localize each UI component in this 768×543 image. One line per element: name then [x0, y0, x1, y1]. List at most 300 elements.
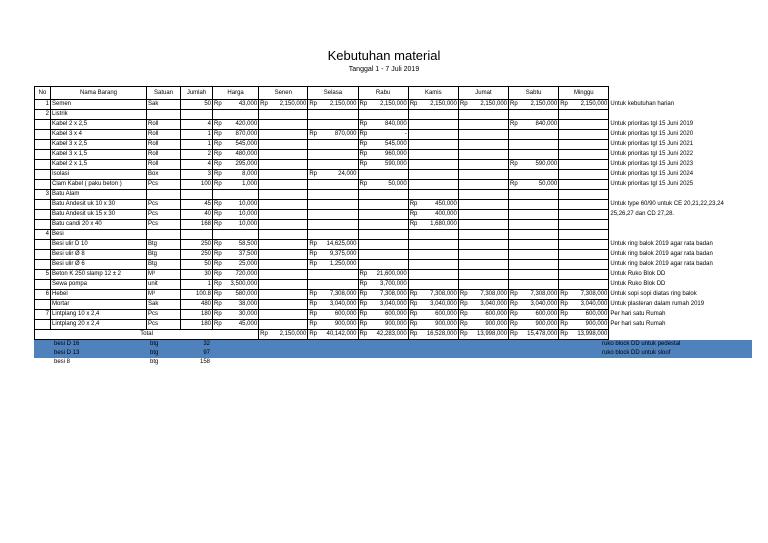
- row-selasa-rp: Rp: [308, 320, 318, 330]
- row-selasa-rp: [308, 120, 318, 130]
- row-harga: 295,000: [223, 160, 259, 170]
- row-kamis: 2,150,000: [418, 100, 458, 110]
- table-row: [35, 280, 759, 290]
- row-kamis: [418, 160, 458, 170]
- row-rabu: 2,150,000: [368, 100, 408, 110]
- row-sabtu: [519, 190, 559, 200]
- row-selasa-rp: [308, 270, 318, 280]
- row-kamis-rp: Rp: [408, 290, 418, 300]
- row-minggu: [569, 280, 609, 290]
- row-harga-rp: [213, 190, 223, 200]
- row-minggu: 900,000: [569, 320, 609, 330]
- row-jumlah: 4: [181, 120, 213, 130]
- row-senen-rp: [259, 130, 269, 140]
- row-satuan: M³: [147, 290, 181, 300]
- rp-label: Rp: [358, 330, 368, 340]
- row-senen: [269, 120, 308, 130]
- row-harga-rp: Rp: [213, 270, 223, 280]
- row-selasa: 600,000: [318, 310, 358, 320]
- row-sabtu: [519, 240, 559, 250]
- row-minggu-rp: [559, 160, 569, 170]
- row-senen-rp: [259, 190, 269, 200]
- row-selasa: [318, 230, 358, 240]
- row-minggu: [569, 160, 609, 170]
- row-senen: [269, 200, 308, 210]
- row-jumlah: 180: [181, 320, 213, 330]
- row-kamis-rp: [408, 130, 418, 140]
- row-no: [35, 150, 51, 160]
- row-note: Untuk kebutuhan harian: [610, 101, 675, 107]
- row-sabtu-rp: Rp: [509, 160, 519, 170]
- row-jumlah: 50: [181, 100, 213, 110]
- table-row: [35, 270, 759, 280]
- row-senen: [269, 320, 308, 330]
- row-harga-rp: Rp: [213, 120, 223, 130]
- row-sabtu-rp: [509, 150, 519, 160]
- row-selasa: [318, 140, 358, 150]
- row-senen-rp: [259, 120, 269, 130]
- row-rabu-rp: [358, 200, 368, 210]
- row-no: [35, 220, 51, 230]
- sheet-subtitle: Tanggal 1 - 7 Juli 2019: [348, 66, 420, 73]
- row-nama-barang: Besi: [51, 230, 147, 240]
- row-jumlah: [181, 230, 213, 240]
- row-jumlah: 1: [181, 130, 213, 140]
- row-harga: [223, 230, 259, 240]
- row-sabtu: 2,150,000: [519, 100, 559, 110]
- row-jumat: [469, 130, 509, 140]
- row-note: Untuk sopi sopi diatas ring balok: [610, 291, 697, 297]
- row-nama-barang: Hebel: [51, 290, 147, 300]
- row-note: Untuk prioritas tgl 15 Juni 2019: [610, 121, 694, 127]
- row-sabtu: [519, 280, 559, 290]
- row-jumlah: 50: [181, 260, 213, 270]
- row-sabtu-rp: [509, 260, 519, 270]
- row-kamis: 900,000: [418, 320, 458, 330]
- total-selasa: 40,142,000: [318, 330, 358, 340]
- row-rabu-rp: Rp: [358, 270, 368, 280]
- row-rabu-rp: [358, 260, 368, 270]
- row-kamis-rp: Rp: [408, 100, 418, 110]
- row-satuan: Btg: [147, 240, 181, 250]
- row-selasa: [318, 150, 358, 160]
- summary-note: ruko block DD untuk pedestal: [602, 341, 681, 347]
- row-satuan: unit: [147, 280, 181, 290]
- total-senen: 2,150,000: [269, 330, 308, 340]
- row-sabtu-rp: [509, 220, 519, 230]
- row-minggu-rp: [559, 180, 569, 190]
- header-kamis: Kamis: [408, 87, 458, 100]
- row-harga: 58,500: [223, 240, 259, 250]
- row-jumat-rp: [458, 210, 468, 220]
- row-nama-barang: Sewa pompa: [51, 280, 147, 290]
- row-selasa: [318, 280, 358, 290]
- summary-jumlah: 97: [203, 350, 210, 356]
- row-jumat-rp: [458, 170, 468, 180]
- row-senen-rp: [259, 240, 269, 250]
- row-jumlah: 100: [181, 180, 213, 190]
- table-body: [35, 100, 759, 330]
- row-selasa: [318, 270, 358, 280]
- row-jumat-rp: [458, 220, 468, 230]
- row-satuan: Pcs: [147, 320, 181, 330]
- row-minggu-rp: [559, 250, 569, 260]
- row-jumat: 600,000: [469, 310, 509, 320]
- rp-label: Rp: [408, 330, 418, 340]
- row-sabtu-rp: [509, 190, 519, 200]
- row-senen: [269, 170, 308, 180]
- row-kamis: 450,000: [418, 200, 458, 210]
- row-jumlah: 30: [181, 270, 213, 280]
- row-senen: [269, 190, 308, 200]
- row-jumlah: 100.8: [181, 290, 213, 300]
- row-jumat: 2,150,000: [469, 100, 509, 110]
- row-kamis: [418, 230, 458, 240]
- summary-satuan: btg: [150, 341, 159, 347]
- row-jumlah: 2: [181, 150, 213, 160]
- row-nama-barang: Semen: [51, 100, 147, 110]
- row-harga-rp: Rp: [213, 240, 223, 250]
- row-sabtu: [519, 150, 559, 160]
- row-rabu: [368, 110, 408, 120]
- row-minggu: [569, 150, 609, 160]
- row-minggu: 2,150,000: [569, 100, 609, 110]
- row-kamis-rp: [408, 120, 418, 130]
- row-senen: [269, 290, 308, 300]
- row-rabu-rp: [358, 240, 368, 250]
- summary-row: [34, 358, 752, 367]
- row-note: [609, 190, 759, 200]
- row-selasa: [318, 220, 358, 230]
- row-harga: 10,000: [223, 210, 259, 220]
- row-note: [609, 110, 759, 120]
- row-senen: [269, 280, 308, 290]
- row-minggu: [569, 120, 609, 130]
- row-sabtu: [519, 200, 559, 210]
- row-jumlah: 40: [181, 210, 213, 220]
- total-minggu: 13,998,000: [569, 330, 609, 340]
- row-no: [35, 300, 51, 310]
- row-sabtu-rp: Rp: [509, 290, 519, 300]
- header-sabtu: Sabtu: [509, 87, 559, 100]
- row-no: [35, 320, 51, 330]
- header-row: [35, 87, 759, 100]
- row-selasa: [318, 160, 358, 170]
- row-kamis-rp: [408, 260, 418, 270]
- table-row: [35, 290, 759, 300]
- row-sabtu: [519, 230, 559, 240]
- row-harga-rp: Rp: [213, 280, 223, 290]
- row-harga: 25,000: [223, 260, 259, 270]
- row-kamis: [418, 260, 458, 270]
- row-jumlah: 3: [181, 170, 213, 180]
- row-senen-rp: [259, 270, 269, 280]
- row-harga-rp: Rp: [213, 140, 223, 150]
- row-harga: 38,000: [223, 300, 259, 310]
- rp-label: Rp: [259, 330, 269, 340]
- row-sabtu: 600,000: [519, 310, 559, 320]
- row-sabtu-rp: Rp: [509, 320, 519, 330]
- row-rabu: [368, 210, 408, 220]
- row-minggu-rp: [559, 200, 569, 210]
- row-sabtu-rp: Rp: [509, 310, 519, 320]
- total-sabtu: 15,478,000: [519, 330, 559, 340]
- row-minggu-rp: [559, 140, 569, 150]
- row-sabtu: 900,000: [519, 320, 559, 330]
- row-jumlah: 45: [181, 200, 213, 210]
- row-nama-barang: Besi ulir D 10: [51, 240, 147, 250]
- row-kamis-rp: [408, 230, 418, 240]
- row-jumat: [469, 190, 509, 200]
- total-kamis: 16,528,000: [418, 330, 458, 340]
- row-jumat: [469, 240, 509, 250]
- row-jumat: [469, 280, 509, 290]
- row-note: Untuk ring balok 2019 agar rata badan: [610, 251, 713, 257]
- row-selasa-rp: [308, 220, 318, 230]
- row-selasa-rp: [308, 190, 318, 200]
- row-selasa-rp: [308, 210, 318, 220]
- row-nama-barang: Kabel 2 x 1,5: [51, 160, 147, 170]
- row-note: Untuk Ruko Blok DD: [610, 281, 666, 287]
- row-selasa-rp: [308, 200, 318, 210]
- row-kamis-rp: [408, 110, 418, 120]
- row-selasa-rp: Rp: [308, 260, 318, 270]
- row-note: Untuk prioritas tgl 15 Juni 2025: [610, 181, 694, 187]
- row-kamis: [418, 190, 458, 200]
- row-nama-barang: Listrik: [51, 110, 147, 120]
- row-sabtu-rp: [509, 170, 519, 180]
- row-kamis: [418, 240, 458, 250]
- row-jumat: [469, 270, 509, 280]
- row-kamis-rp: Rp: [408, 300, 418, 310]
- row-minggu-rp: Rp: [559, 310, 569, 320]
- row-selasa-rp: Rp: [308, 130, 318, 140]
- row-rabu: [368, 190, 408, 200]
- row-no: [35, 120, 51, 130]
- row-senen: [269, 240, 308, 250]
- summary-jumlah: 32: [203, 341, 210, 347]
- header-minggu: Minggu: [559, 87, 609, 100]
- header-jumat: Jumat: [458, 87, 508, 100]
- row-nama-barang: Kabel 3 x 4: [51, 130, 147, 140]
- row-senen: [269, 140, 308, 150]
- row-selasa-rp: [308, 110, 318, 120]
- row-senen-rp: [259, 280, 269, 290]
- row-note: Untuk Ruko Blok DD: [610, 271, 666, 277]
- row-kamis-rp: Rp: [408, 200, 418, 210]
- row-minggu: [569, 170, 609, 180]
- row-kamis-rp: [408, 160, 418, 170]
- row-minggu: 600,000: [569, 310, 609, 320]
- row-harga-rp: Rp: [213, 200, 223, 210]
- row-senen-rp: [259, 180, 269, 190]
- row-harga-rp: Rp: [213, 300, 223, 310]
- row-senen: [269, 150, 308, 160]
- row-jumlah: 250: [181, 250, 213, 260]
- table-row: [35, 170, 759, 180]
- row-jumat-rp: Rp: [458, 290, 468, 300]
- row-rabu: [368, 260, 408, 270]
- row-rabu: 7,308,000: [368, 290, 408, 300]
- row-kamis-rp: [408, 180, 418, 190]
- row-sabtu: [519, 270, 559, 280]
- row-jumat-rp: Rp: [458, 320, 468, 330]
- row-senen: [269, 300, 308, 310]
- row-senen-rp: [259, 250, 269, 260]
- row-rabu: [368, 170, 408, 180]
- row-selasa-rp: Rp: [308, 170, 318, 180]
- row-satuan: M³: [147, 270, 181, 280]
- row-sabtu-rp: [509, 280, 519, 290]
- header-jumlah: Jumlah: [181, 87, 213, 100]
- row-selasa: 24,000: [318, 170, 358, 180]
- row-jumat-rp: [458, 180, 468, 190]
- row-rabu: 3,700,000: [368, 280, 408, 290]
- row-harga: 580,000: [223, 290, 259, 300]
- row-rabu: [368, 240, 408, 250]
- table-row: [35, 190, 759, 200]
- row-senen: [269, 220, 308, 230]
- row-note: 25,26,27 dan CD 27,28.: [610, 211, 675, 217]
- rp-label: Rp: [509, 330, 519, 340]
- row-jumat-rp: Rp: [458, 100, 468, 110]
- row-sabtu-rp: [509, 140, 519, 150]
- row-jumlah: 180: [181, 310, 213, 320]
- table-row: [35, 150, 759, 160]
- row-sabtu: [519, 250, 559, 260]
- row-note: Untuk prioritas tgl 15 Juni 2021: [610, 141, 694, 147]
- row-sabtu: 50,000: [519, 180, 559, 190]
- row-rabu-rp: [358, 250, 368, 260]
- table-row: [35, 260, 759, 270]
- row-jumat: [469, 180, 509, 190]
- row-sabtu-rp: Rp: [509, 300, 519, 310]
- row-rabu-rp: Rp: [358, 160, 368, 170]
- row-kamis-rp: [408, 190, 418, 200]
- row-satuan: Pcs: [147, 220, 181, 230]
- row-minggu: [569, 260, 609, 270]
- summary-satuan: btg: [150, 359, 159, 365]
- row-senen: [269, 160, 308, 170]
- row-selasa: [318, 180, 358, 190]
- row-kamis-rp: [408, 280, 418, 290]
- row-jumlah: 480: [181, 300, 213, 310]
- row-minggu-rp: Rp: [559, 290, 569, 300]
- row-harga-rp: Rp: [213, 130, 223, 140]
- row-harga-rp: Rp: [213, 150, 223, 160]
- summary-block: [34, 340, 752, 367]
- row-harga: [223, 110, 259, 120]
- row-no: [35, 280, 51, 290]
- row-jumat-rp: [458, 150, 468, 160]
- row-kamis-rp: Rp: [408, 310, 418, 320]
- row-no: 2: [35, 110, 51, 120]
- row-sabtu: [519, 210, 559, 220]
- table-row: [35, 220, 759, 230]
- row-no: [35, 130, 51, 140]
- row-harga-rp: Rp: [213, 210, 223, 220]
- row-harga: 480,000: [223, 150, 259, 160]
- header-senen: Senen: [259, 87, 308, 100]
- row-harga: 3,500,000: [223, 280, 259, 290]
- rp-label: Rp: [559, 330, 569, 340]
- row-no: 3: [35, 190, 51, 200]
- row-selasa-rp: [308, 140, 318, 150]
- row-note: Per hari satu Rumah: [610, 311, 666, 317]
- row-no: [35, 250, 51, 260]
- row-jumat-rp: [458, 270, 468, 280]
- row-senen: [269, 210, 308, 220]
- row-sabtu: [519, 170, 559, 180]
- row-nama-barang: Batu Andesit uk 15 x 30: [51, 210, 147, 220]
- row-minggu-rp: [559, 150, 569, 160]
- table-row: [35, 130, 759, 140]
- row-satuan: Btg: [147, 250, 181, 260]
- row-jumat: [469, 260, 509, 270]
- row-jumat: 3,040,000: [469, 300, 509, 310]
- row-kamis: [418, 170, 458, 180]
- row-minggu: [569, 220, 609, 230]
- row-note: Untuk prioritas tgl 15 Juni 2020: [610, 131, 694, 137]
- total-row: [35, 330, 759, 340]
- row-senen-rp: [259, 150, 269, 160]
- row-senen-rp: [259, 170, 269, 180]
- row-sabtu: [519, 110, 559, 120]
- row-harga: 545,000: [223, 140, 259, 150]
- row-satuan: Pcs: [147, 210, 181, 220]
- row-nama-barang: Lintplang 10 x 2,4: [51, 310, 147, 320]
- row-jumat-rp: [458, 110, 468, 120]
- row-no: [35, 260, 51, 270]
- row-senen: 2,150,000: [269, 100, 308, 110]
- row-jumat-rp: [458, 240, 468, 250]
- row-harga: [223, 190, 259, 200]
- row-jumat: [469, 250, 509, 260]
- row-note: Untuk type 60/90 untuk CE 20,21,22,23,24: [610, 201, 724, 207]
- row-jumlah: 250: [181, 240, 213, 250]
- row-sabtu-rp: [509, 110, 519, 120]
- row-note: Untuk prioritas tgl 15 Juni 2024: [610, 171, 694, 177]
- row-harga: 1,000: [223, 180, 259, 190]
- row-nama-barang: Kabel 3 x 2,5: [51, 140, 147, 150]
- row-satuan: Roll: [147, 140, 181, 150]
- row-harga-rp: [213, 230, 223, 240]
- row-jumat: [469, 110, 509, 120]
- row-jumat-rp: Rp: [458, 300, 468, 310]
- row-note: Untuk prioritas tgl 15 Juni 2022: [610, 151, 694, 157]
- row-rabu-rp: [358, 210, 368, 220]
- total-jumat: 13,998,000: [469, 330, 509, 340]
- row-jumat: [469, 220, 509, 230]
- row-kamis: [418, 180, 458, 190]
- row-no: [35, 180, 51, 190]
- row-no: [35, 210, 51, 220]
- row-sabtu-rp: [509, 130, 519, 140]
- row-jumlah: 1: [181, 140, 213, 150]
- header-note: [609, 87, 759, 100]
- row-harga: 870,000: [223, 130, 259, 140]
- row-satuan: Roll: [147, 130, 181, 140]
- row-selasa: 1,250,000: [318, 260, 358, 270]
- row-satuan: [147, 110, 181, 120]
- row-rabu: 600,000: [368, 310, 408, 320]
- row-no: [35, 200, 51, 210]
- row-nama-barang: Batu Andesit uk 10 x 30: [51, 200, 147, 210]
- row-sabtu: 840,000: [519, 120, 559, 130]
- row-satuan: Sak: [147, 300, 181, 310]
- row-rabu: 21,600,000: [368, 270, 408, 280]
- row-senen-rp: [259, 230, 269, 240]
